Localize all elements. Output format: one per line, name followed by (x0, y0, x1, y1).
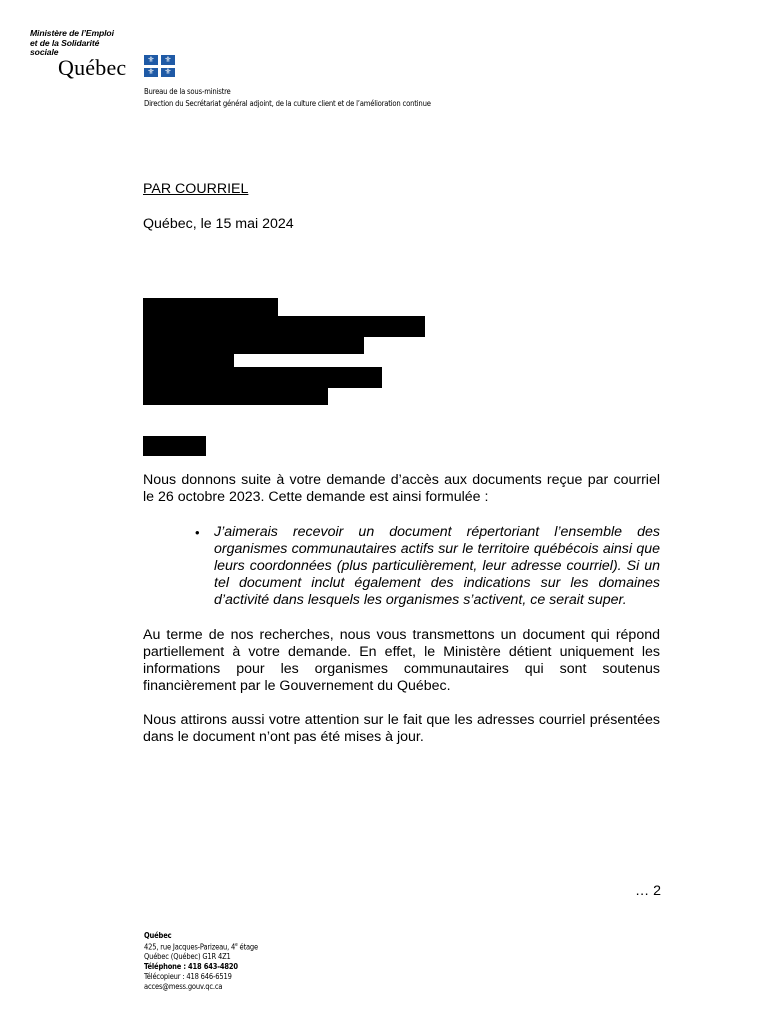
fleur-de-lis-icon: ⚜ (147, 67, 155, 76)
redaction-bar (143, 367, 382, 388)
redaction-bar (143, 316, 425, 337)
ministry-name-line-1: Ministère de l’Emploi (30, 28, 114, 38)
footer-contact (144, 931, 258, 991)
request-quote: J’aimerais recevoir un document répertoriant l’ensemble des organismes communautaires actifs sur le territoire québécois ainsi que leurs coordonnées (plus particulièrement, leur adresse courriel). Si un tel document inclut également des indications sur les domaines d’activité dans lesquels les organismes s’activent, ce serait super. (214, 524, 660, 608)
redaction-bar (143, 436, 206, 456)
ministry-name (30, 29, 114, 58)
quebec-flag-icon (144, 55, 175, 77)
footer-fax: Télécopieur : 418 646-6519 (144, 971, 232, 981)
fleur-de-lis-icon: ⚜ (164, 67, 172, 76)
redaction-bar (143, 298, 278, 318)
ministry-name-line-3: sociale (30, 47, 59, 57)
footer-address-line-2: Québec (Québec) G1R 4Z1 (144, 952, 231, 962)
response-paragraph: Au terme de nos recherches, nous vous transmettons un document qui répond partiellement à votre demande. En effet, le Ministère détient uniquement les informations pour les organismes communautaires qui sont soutenus financièrement par le Gouvernement du Québec. (143, 627, 660, 694)
letter-date: Québec, le 15 mai 2024 (143, 216, 294, 232)
bullet-icon: • (195, 525, 200, 540)
fleur-de-lis-icon: ⚜ (147, 55, 155, 64)
page-continuation: … 2 (634, 883, 661, 899)
footer-email: acces@mess.gouv.qc.ca (144, 981, 223, 991)
redaction-bar (143, 386, 328, 405)
ministry-name-line-2: et de la Solidarité (30, 37, 100, 48)
notice-paragraph: Nous attirons aussi votre attention sur le fait que les adresses courriel présentées dans le document n’ont pas été mises à jour. (143, 712, 660, 745)
intro-paragraph: Nous donnons suite à votre demande d’accès aux documents reçue par courriel le 26 octobre 2023. Cette demande est ainsi formulée : (143, 472, 660, 505)
footer-city: Québec (144, 931, 172, 940)
footer-address-line-1: 425, rue Jacques-Parizeau, 4e étage (144, 941, 259, 952)
office-name: Bureau de la sous-ministre (144, 87, 231, 96)
direction-name: Direction du Secrétariat général adjoint, de la culture client et de l’amélioration continue (144, 99, 431, 108)
quebec-wordmark: Québec (58, 55, 127, 80)
footer-phone: Téléphone : 418 643-4820 (144, 962, 238, 972)
delivery-mode: PAR COURRIEL (143, 181, 249, 197)
fleur-de-lis-icon: ⚜ (164, 55, 172, 64)
sender-department (144, 86, 431, 110)
